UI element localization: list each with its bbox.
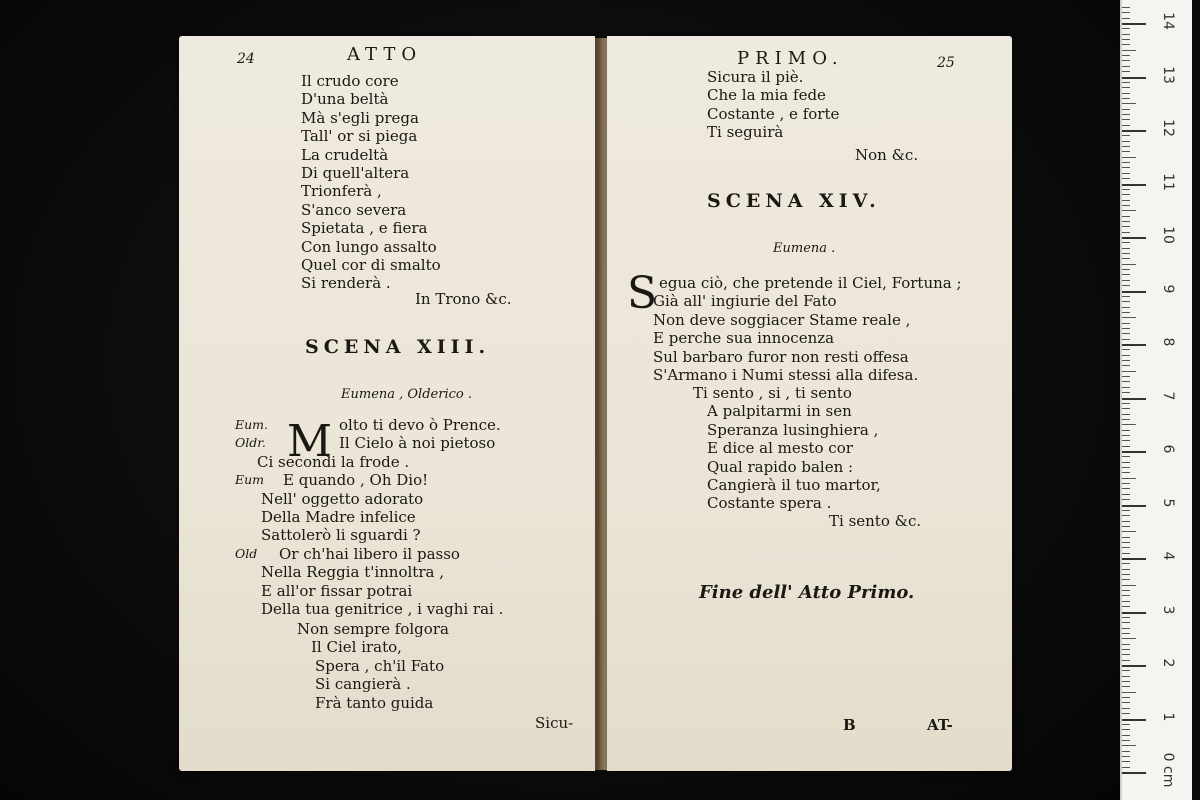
speaker-label: Eum [235,472,265,488]
aria-line: Quel cor di smalto [301,256,441,274]
ruler-tick [1122,702,1130,703]
verse-line: Il Ciel irato, [311,638,402,657]
ruler-tick [1122,344,1146,346]
ruler-tick [1122,419,1130,420]
left-catchword: Sicu- [535,714,574,732]
ruler-tick [1122,93,1130,94]
aria-line: Costante , e forte [707,104,840,123]
ruler-label: 0 cm [1160,752,1176,788]
aria-line: Mà s'egli prega [301,108,419,127]
ruler-tick [1122,697,1130,698]
ruler-tick [1122,654,1130,655]
open-book [175,28,1015,776]
ruler-tick [1122,98,1130,99]
ruler-tick [1122,242,1130,243]
dialogue-line: Nella Reggia t'innoltra , [261,563,444,582]
ruler-label: 13 [1160,65,1176,84]
ruler-tick [1122,264,1136,265]
ruler-tick [1122,617,1130,618]
ruler-tick [1122,50,1136,51]
aria-line: A palpitarmi in sen [707,402,852,421]
ruler-label: 9 [1160,284,1176,293]
ruler-tick [1122,767,1130,768]
ruler-tick [1122,317,1136,318]
ruler-tick [1122,579,1130,580]
ruler-tick [1122,751,1130,752]
right-catchword: AT- [927,716,953,734]
ruler-tick [1122,307,1130,308]
ruler-tick [1122,408,1130,409]
ruler-tick [1122,472,1130,473]
aria-line: Cangierà il tuo martor, [707,476,881,494]
ruler-tick [1122,178,1130,179]
recitative-line: egua ciò, che pretende il Ciel, Fortuna ; [659,274,962,292]
aria-line: Che la mia fede [707,86,826,105]
dialogue-line: Il Cielo à noi pietoso [339,434,496,453]
ruler-tick [1122,462,1130,463]
ruler-tick [1122,258,1130,259]
ruler-tick [1122,210,1136,211]
ruler-tick [1122,55,1130,56]
ruler-tick [1122,510,1130,511]
ruler-tick [1122,34,1130,35]
ruler-tick [1122,670,1130,671]
ruler-tick [1122,499,1130,500]
ruler-tick [1122,280,1130,281]
dialogue-line: E quando , Oh Dio! [283,471,429,490]
aria-line: Sicura il piè. [707,68,804,86]
ruler-tick [1122,296,1130,297]
ruler-label: 8 [1160,337,1176,347]
ruler-label: 7 [1160,391,1176,400]
verse-line: Frà tanto guida [315,693,434,712]
ruler-tick [1122,628,1130,629]
ruler-tick [1122,157,1136,158]
ruler-tick [1122,483,1130,484]
ruler-tick [1122,542,1130,543]
ruler-tick [1122,676,1130,677]
left-page [179,36,595,771]
ruler-tick [1122,7,1130,8]
ruler-tick [1122,761,1130,762]
ruler-label: 14 [1160,12,1176,30]
ruler-tick [1122,71,1130,72]
speaker-label: Oldr. [235,435,266,451]
recitative-line: Non deve soggiacer Stame reale , [653,310,911,329]
ruler-tick [1122,216,1130,217]
ruler-tick [1122,130,1146,132]
ruler-tick [1122,349,1130,350]
ruler-tick [1122,291,1146,293]
ruler-tick [1122,414,1130,415]
recitative-line: Sul barbaro furor non resti offesa [653,347,909,366]
left-running-head: ATTO [347,44,423,65]
ruler-tick [1122,644,1130,645]
aria-line: Ti sento , si , ti sento [693,384,852,402]
verse-line: Non sempre folgora [297,620,449,638]
ruler-label: 5 [1160,498,1176,507]
ruler-tick [1122,569,1130,570]
ruler-label: 6 [1160,444,1176,454]
ruler-tick [1122,360,1130,361]
aria-line: Con lungo assalto [301,237,437,256]
aria-line: La crudeltà [301,145,389,164]
ruler-tick [1122,686,1130,687]
recitative-line: E perche sua innocenza [653,329,835,348]
ruler-tick [1122,446,1130,447]
speaker-label: Eum. [235,417,269,432]
end-of-act-title: Fine dell' Atto Primo. [699,582,915,603]
ruler-label: 11 [1160,172,1176,191]
aria-line: Trionferà , [301,182,382,201]
ruler-tick [1122,494,1130,495]
ruler-tick [1122,23,1146,25]
ruler-label: 1 [1160,712,1176,721]
left-reprise: In Trono &c. [415,290,512,308]
ruler-tick [1122,146,1130,147]
ruler-tick [1122,601,1130,602]
scene-xiv-persons: Eumena . [773,241,836,256]
aria-line: Tall' or si piega [301,127,418,146]
ruler-tick [1122,456,1130,457]
ruler-tick [1122,515,1130,516]
ruler-tick [1122,328,1130,329]
ruler-tick [1122,740,1130,741]
ruler-tick [1122,44,1130,45]
dialogue-line: Or ch'hai libero il passo [279,544,460,563]
ruler-tick [1122,77,1146,79]
ruler-tick [1122,114,1130,115]
ruler-tick [1122,430,1130,431]
signature-mark: B [843,716,856,734]
ruler-tick [1122,66,1130,67]
dialogue-line: olto ti devo ò Prence. [339,416,501,434]
ruler-tick [1122,151,1130,152]
ruler-tick [1122,708,1130,709]
ruler-tick [1122,553,1130,554]
right-running-head: PRIMO. [737,48,844,69]
ruler-tick [1122,563,1130,564]
ruler-tick [1122,232,1130,233]
right-reprise-2: Ti sento &c. [829,512,922,530]
right-page [607,36,1012,771]
left-dropcap: M [287,416,333,467]
ruler-label: 10 [1160,226,1176,244]
ruler-tick [1122,125,1130,126]
ruler-tick [1122,756,1130,757]
dialogue-line: Della Madre infelice [261,508,416,526]
ruler-tick [1122,141,1130,142]
ruler-tick [1122,135,1130,136]
ruler-tick [1122,521,1130,522]
scene-xiii-persons: Eumena , Olderico . [341,387,472,402]
dialogue-line: E all'or fissar potrai [261,581,413,600]
ruler-tick [1122,312,1130,313]
ruler-tick [1122,173,1130,174]
ruler-tick [1122,60,1130,61]
ruler-tick [1122,440,1130,441]
ruler-tick [1122,226,1130,227]
aria-line: Qual rapido balen : [707,457,854,476]
ruler-tick [1122,365,1130,366]
ruler-tick [1122,82,1130,83]
ruler-label: 2 [1160,658,1176,668]
ruler-tick [1122,189,1130,190]
measuring-ruler [1120,0,1192,800]
ruler-tick [1122,622,1130,623]
ruler-tick [1122,574,1130,575]
ruler-label: 3 [1160,605,1176,614]
ruler-tick [1122,547,1130,548]
ruler-tick [1122,253,1130,254]
ruler-tick [1122,167,1130,168]
dialogue-line: Sattolerò li sguardi ? [261,526,421,545]
aria-line: Ti seguirà [707,123,784,142]
ruler-tick [1122,729,1130,730]
ruler-tick [1122,719,1146,721]
ruler-tick [1122,478,1136,479]
ruler-tick [1122,537,1130,538]
ruler-tick [1122,285,1130,286]
aria-line: Il crudo core [301,72,399,90]
ruler-tick [1122,403,1130,404]
ruler-label: 4 [1160,551,1176,561]
aria-line: Di quell'altera [301,164,410,182]
verse-line: Spera , ch'il Fato [315,656,445,675]
ruler-tick [1122,237,1146,239]
ruler-tick [1122,39,1130,40]
ruler-tick [1122,119,1130,120]
ruler-tick [1122,467,1130,468]
aria-line: Si renderà . [301,274,391,293]
ruler-tick [1122,387,1130,388]
ruler-tick [1122,269,1130,270]
ruler-tick [1122,339,1130,340]
ruler-tick [1122,724,1130,725]
right-reprise: Non &c. [855,146,919,164]
ruler-tick [1122,12,1130,13]
ruler-tick [1122,526,1130,527]
left-page-number: 24 [237,51,255,67]
ruler-tick [1122,248,1130,249]
ruler-tick [1122,681,1130,682]
ruler-tick [1122,735,1130,736]
aria-line: Speranza lusinghiera , [707,420,879,439]
right-page-number: 25 [937,55,955,71]
ruler-tick [1122,184,1146,186]
aria-line: E dice al mesto cor [707,439,853,458]
ruler-tick [1122,87,1130,88]
ruler-tick [1122,660,1130,661]
ruler-tick [1122,451,1146,453]
ruler-tick [1122,18,1130,19]
recitative-line: S'Armano i Numi stessi alla difesa. [653,366,919,384]
ruler-tick [1122,398,1146,400]
scene-xiv-title: SCENA XIV. [707,190,881,212]
ruler-tick [1122,392,1130,393]
ruler-tick [1122,531,1136,532]
dialogue-line: Ci secondi la frode . [257,452,410,471]
ruler-tick [1122,585,1136,586]
ruler-tick [1122,355,1130,356]
ruler-tick [1122,595,1130,596]
ruler-tick [1122,205,1130,206]
ruler-tick [1122,28,1130,29]
ruler-tick [1122,376,1130,377]
scene-xiii-title: SCENA XIII. [305,336,491,358]
ruler-tick [1122,323,1130,324]
ruler-tick [1122,772,1146,774]
ruler-tick [1122,200,1130,201]
ruler-tick [1122,692,1136,693]
aria-line: Spietata , e fiera [301,219,428,238]
ruler-tick [1122,435,1130,436]
ruler-tick [1122,109,1130,110]
ruler-tick [1122,371,1136,372]
ruler-label: 12 [1160,119,1176,137]
ruler-tick [1122,424,1136,425]
ruler-tick [1122,745,1136,746]
ruler-tick [1122,505,1146,507]
ruler-tick [1122,612,1146,614]
ruler-tick [1122,606,1130,607]
dialogue-line: Nell' oggetto adorato [261,489,424,508]
dialogue-line: Della tua genitrice , i vaghi rai . [261,600,504,618]
ruler-tick [1122,103,1136,104]
ruler-tick [1122,558,1146,560]
ruler-tick [1122,162,1130,163]
ruler-tick [1122,221,1130,222]
recitative-line: Già all' ingiurie del Fato [653,292,837,311]
ruler-tick [1122,194,1130,195]
ruler-tick [1122,665,1146,667]
speaker-label: Old [235,545,258,561]
aria-line: S'anco severa [301,200,407,219]
verse-line: Si cangierà . [315,675,411,694]
ruler-tick [1122,713,1130,714]
aria-line: Costante spera . [707,494,832,513]
ruler-tick [1122,274,1130,275]
ruler-tick [1122,301,1130,302]
ruler-tick [1122,381,1130,382]
ruler-tick [1122,488,1130,489]
ruler-tick [1122,333,1130,334]
ruler-tick [1122,590,1130,591]
ruler-tick [1122,638,1136,639]
right-dropcap: S [627,268,658,319]
aria-line: D'una beltà [301,90,389,109]
ruler-tick [1122,649,1130,650]
ruler-tick [1122,633,1130,634]
